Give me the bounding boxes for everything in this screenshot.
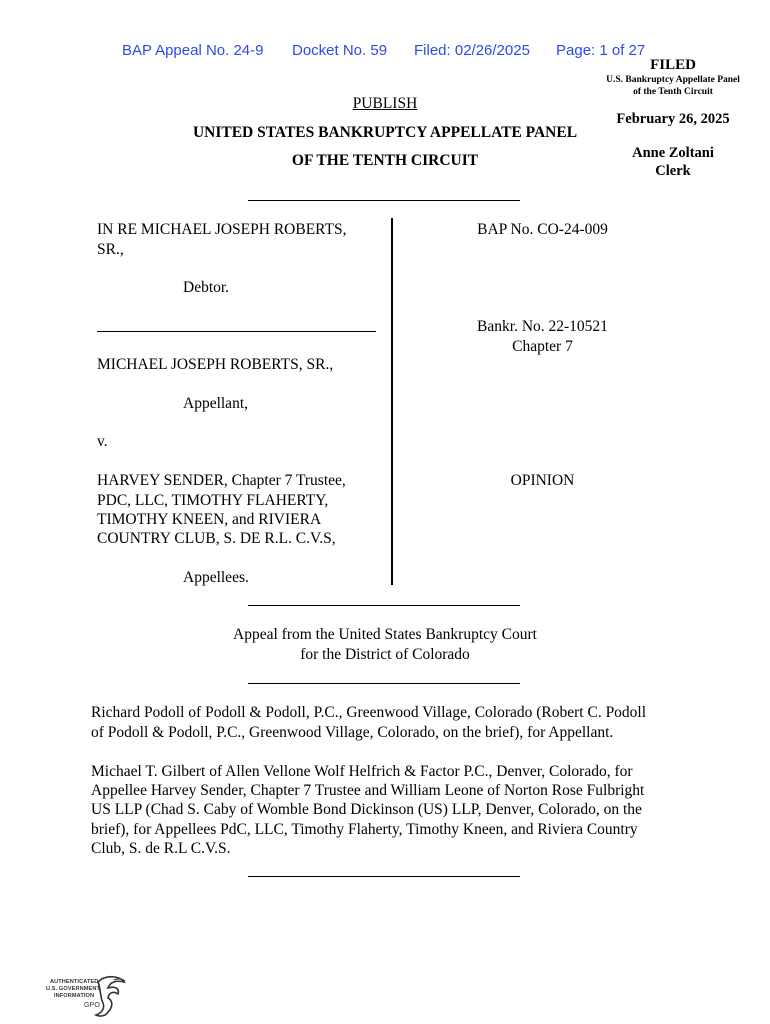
counsel-divider	[248, 876, 520, 877]
counsel-para2-line2: Appellee Harvey Sender, Chapter 7 Trustee and William Leone of Norton Rose Fulbright	[91, 782, 645, 799]
counsel-para2-line5: Club, S. de R.L C.V.S.	[91, 840, 231, 857]
filed-date: February 26, 2025	[616, 111, 730, 127]
filed-panel-line1: U.S. Bankruptcy Appellate Panel	[606, 75, 740, 85]
seal-mark: GPO	[84, 1002, 100, 1009]
caption-divider	[97, 331, 376, 332]
appellees-role: Appellees.	[183, 569, 249, 586]
seal-line2: U.S. GOVERNMENT	[46, 986, 101, 992]
header-filed-date: Filed: 02/26/2025	[414, 42, 530, 59]
debtor-role: Debtor.	[183, 279, 230, 296]
in-re-line2: SR.,	[97, 241, 124, 258]
publish-label: PUBLISH	[352, 95, 418, 112]
counsel-para2-line4: brief), for Appellees PdC, LLC, Timothy Flaherty, Timothy Kneen, and Riviera Country	[91, 821, 638, 838]
header-page-count: Page: 1 of 27	[556, 42, 646, 59]
versus: v.	[97, 433, 108, 450]
header-appeal-number: BAP Appeal No. 24-9	[122, 42, 264, 59]
gpo-authentication-seal	[44, 974, 130, 1018]
eagle-icon	[94, 974, 128, 1018]
in-re-line1: IN RE MICHAEL JOSEPH ROBERTS,	[97, 221, 347, 238]
caption-bottom-divider	[248, 605, 520, 606]
appellees-line1: HARVEY SENDER, Chapter 7 Trustee,	[97, 472, 346, 489]
title-divider	[248, 200, 520, 201]
bap-number: BAP No. CO-24-009	[477, 221, 608, 238]
appeal-from-line2: for the District of Colorado	[300, 646, 470, 663]
appellees-line3: TIMOTHY KNEEN, and RIVIERA	[97, 511, 322, 528]
appeal-from-line1: Appeal from the United States Bankruptcy Court	[233, 626, 537, 643]
appeal-divider	[248, 683, 520, 684]
clerk-name: Anne Zoltani	[632, 145, 714, 161]
counsel-para1-line2: of Podoll & Podoll, P.C., Greenwood Village, Colorado, on the brief), for Appellant.	[91, 724, 614, 741]
counsel-para1-line1: Richard Podoll of Podoll & Podoll, P.C., Greenwood Village, Colorado (Robert C. Podoll	[91, 704, 647, 721]
appellees-line2: PDC, LLC, TIMOTHY FLAHERTY,	[97, 492, 329, 509]
counsel-para2-line1: Michael T. Gilbert of Allen Vellone Wolf Helfrich & Factor P.C., Denver, Colorado, for	[91, 763, 633, 780]
seal-line1: AUTHENTICATED	[50, 979, 99, 985]
header-docket-number: Docket No. 59	[292, 42, 388, 59]
appellees-line4: COUNTRY CLUB, S. DE R.L. C.V.S,	[97, 530, 336, 547]
filed-label: FILED	[650, 57, 696, 73]
appellant-role: Appellant,	[183, 395, 248, 412]
opinion-label: OPINION	[510, 472, 575, 489]
caption-vertical-rule	[391, 218, 393, 585]
bankruptcy-number: Bankr. No. 22-10521	[477, 318, 608, 335]
chapter-label: Chapter 7	[512, 338, 573, 355]
appellant-name: MICHAEL JOSEPH ROBERTS, SR.,	[97, 356, 334, 373]
court-name-line1: UNITED STATES BANKRUPTCY APPELLATE PANEL	[192, 124, 578, 141]
court-name-line2: OF THE TENTH CIRCUIT	[291, 152, 479, 169]
counsel-para2-line3: US LLP (Chad S. Caby of Womble Bond Dickinson (US) LLP, Denver, Colorado, on the	[91, 801, 642, 818]
filed-panel-line2: of the Tenth Circuit	[633, 87, 713, 97]
filed-stamp	[578, 57, 768, 180]
seal-line3: INFORMATION	[54, 993, 95, 999]
clerk-title: Clerk	[655, 163, 691, 179]
